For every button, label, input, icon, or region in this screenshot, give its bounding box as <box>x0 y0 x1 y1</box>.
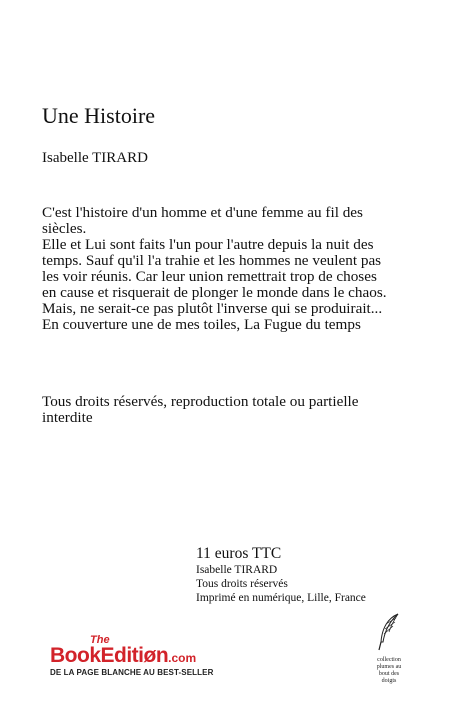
publisher-logo <box>50 634 214 677</box>
publisher-tagline: DE LA PAGE BLANCHE AU BEST-SELLER <box>50 668 214 677</box>
publisher-the: The <box>90 634 110 646</box>
collection-label <box>364 657 414 685</box>
blurb-paragraph: Elle et Lui sont faits l'un pour l'autre depuis la nuit des temps. Sauf qu'il l'a trahie et les hommes ne veulent pas les voir réunis. Car leur union remettrait trop de choses en cause et risquerait de plonger le monde dans le chaos. Mais, ne serait-ce pas plutôt l'inverse qui se produirait... <box>42 236 387 317</box>
book-author: Isabelle TIRARD <box>42 150 148 166</box>
collection-line: collection <box>377 657 401 663</box>
imprint-author: Isabelle TIRARD <box>196 564 278 576</box>
imprint-rights: Tous droits réservés <box>196 578 288 590</box>
book-blurb <box>42 205 387 333</box>
collection-mark <box>364 612 414 685</box>
publisher-brand-text: BookEditiøn <box>50 644 169 667</box>
quill-pen-icon <box>374 612 404 652</box>
blurb-paragraph: En couverture une de mes toiles, La Fugue du temps <box>42 316 361 333</box>
book-title: Une Histoire <box>42 103 156 128</box>
publisher-name <box>50 644 213 668</box>
blurb-paragraph: C'est l'histoire d'un homme et d'une femme au fil des siècles. <box>42 204 363 237</box>
collection-line: doigts <box>381 678 397 684</box>
imprint-printed: Imprimé en numérique, Lille, France <box>196 592 366 604</box>
publisher-tld: .com <box>168 651 197 665</box>
price: 11 euros TTC <box>196 545 282 562</box>
collection-line: bout des <box>378 671 400 677</box>
collection-line: plumes au <box>376 664 402 670</box>
rights-notice: Tous droits réservés, reproduction totale ou partielle interdite <box>42 393 359 426</box>
imprint-block <box>196 545 366 605</box>
